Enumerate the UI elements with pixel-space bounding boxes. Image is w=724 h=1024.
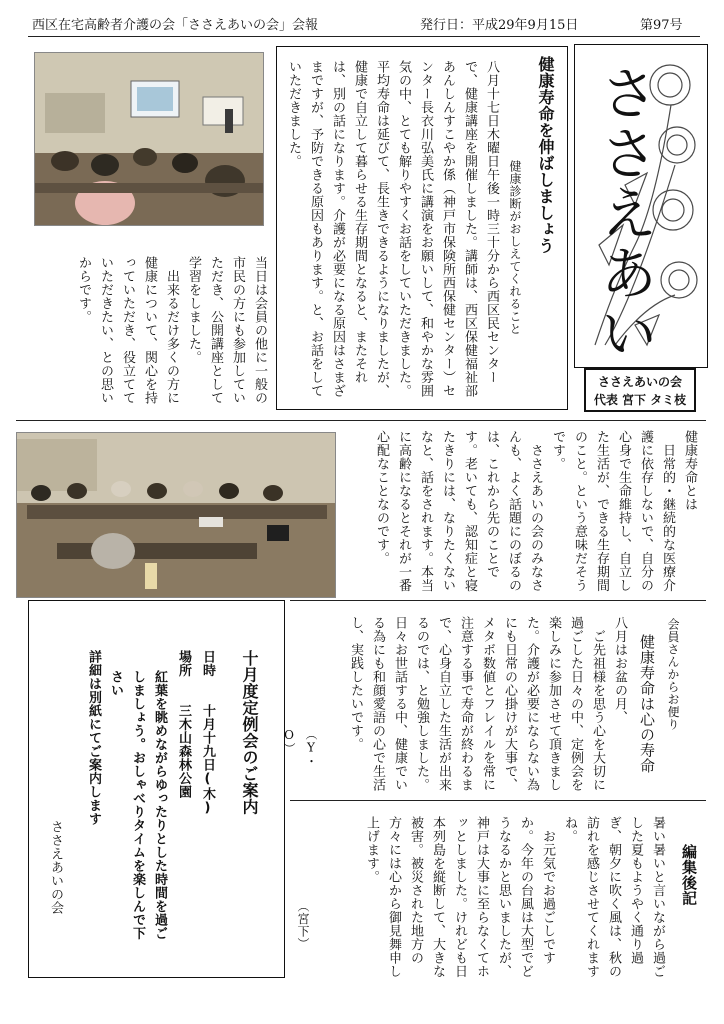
header-issue-date: 発行日：平成29年9月15日 (420, 18, 579, 33)
seminar-photo (34, 52, 264, 226)
header-org: 西区在宅高齢者介護の会「ささえあいの会」会報 (32, 18, 319, 33)
masthead-title: ささえあい (590, 63, 658, 363)
editor-body: 暑い暑いと言いながら過ごした夏もようやく通り過ぎ、朝夕に吹く風は、秋の訪れを感じさせてくれますね。 お元気でお過ごしですか。今年の台風は大型でどうなるかと思いましたが、神戸は大事に至らなくてホッとしました。けれども日本列島を縦断して、大きな被害。被災された地方の方々には心から御見舞申し上げます。 (364, 816, 665, 978)
notice-place: 場所 三木山森林公園 (176, 650, 191, 799)
article1-title: 健康寿命を伸ばしましょう (536, 56, 555, 254)
article1-body: 八月十七日木曜日午後一時三十分から西区民センターで、健康講座を開催しました。講師は、西区保健福祉部あんしんすこやか係（神戸市保険所西保健センター）センター長衣川弘美氏に講演をお願いして、和やかな雰囲気の中、とても解りやすくお話をしていただきました。平均寿命は延びて、長生きできるようになりましたが、健康で自立して暮らせる生存期間となると、またそれは、別の話になります。介護が必要になる原因はさまざまですが、予防できる原因もあります。と、お話をしていただきました。 (286, 60, 499, 398)
newsletter-header (28, 8, 700, 37)
letter-body: 八月はお盆の月、 ご先祖様を思う心を大切に過ごした日々の中、定例会を楽しみに参加させて頂きました。介護が必要にならない為にも日常の心掛けが大事で、メタボ数値とフレイルを常に注意する事で寿命が終わるまで、心身自立した生活が出来るのでは、と勉強しました。日々お世話する中、健康でいる為にも和顔愛語の心で生活し、実践したいです。 (348, 616, 627, 792)
masthead (574, 44, 708, 368)
letter-label: 会員さんからお便り (666, 618, 680, 731)
article1-body-continued: 当日は会員の他に一般の市民の方にも参加していただき、公開講座として学習をしました。 出来るだけ多くの方に健康について、関心を持っていただき、役立てていただきたい、との思いからです。 (76, 256, 267, 405)
article1-subtitle: 健康診断がおしえてくれること (508, 160, 522, 335)
letter-title: 健康寿命は心の寿命 (638, 634, 656, 774)
letter-sign: （Y・O） (282, 728, 318, 768)
notice-details: 詳細は別紙にてご案内します (86, 650, 101, 826)
masthead-org-box (584, 368, 696, 412)
masthead-rep: 代表 宮下 タミ枝 (593, 393, 687, 407)
notice-title: 十月度定例会のご案内 (240, 650, 259, 815)
notice-date: 日時 十月十九日(木) (200, 650, 215, 816)
editor-sign: （宮下） (296, 900, 310, 950)
editor-title: 編集後記 (680, 844, 698, 906)
class-photo (16, 432, 336, 598)
editor-divider (290, 800, 706, 801)
lower-divider (290, 600, 706, 601)
masthead-org: ささえあいの会 (597, 375, 682, 389)
notice-body: 紅葉を眺めながらゆったりとした時間を過ごしましょう。おしゃべりタイムを楽しんで下さい (108, 670, 167, 940)
notice-org: ささえあいの会 (48, 820, 63, 915)
article2-body: 健康寿命とは 日常的・継続的な医療介護に依存しないで、自分の心身で生命維持し、自立した生活が、できる生存期間のこと。という意味だそうです。 ささえあいの会のみなさんも、よく話題にのぼるのは、これから先のことです。老いても、認知症と寝たきりには、なりたくないなと、話をされます。本当に高齢になるとそれが一番心配なことなのです。 (374, 430, 697, 592)
header-issue-no: 第97号 (640, 18, 683, 33)
section-divider (16, 420, 706, 421)
